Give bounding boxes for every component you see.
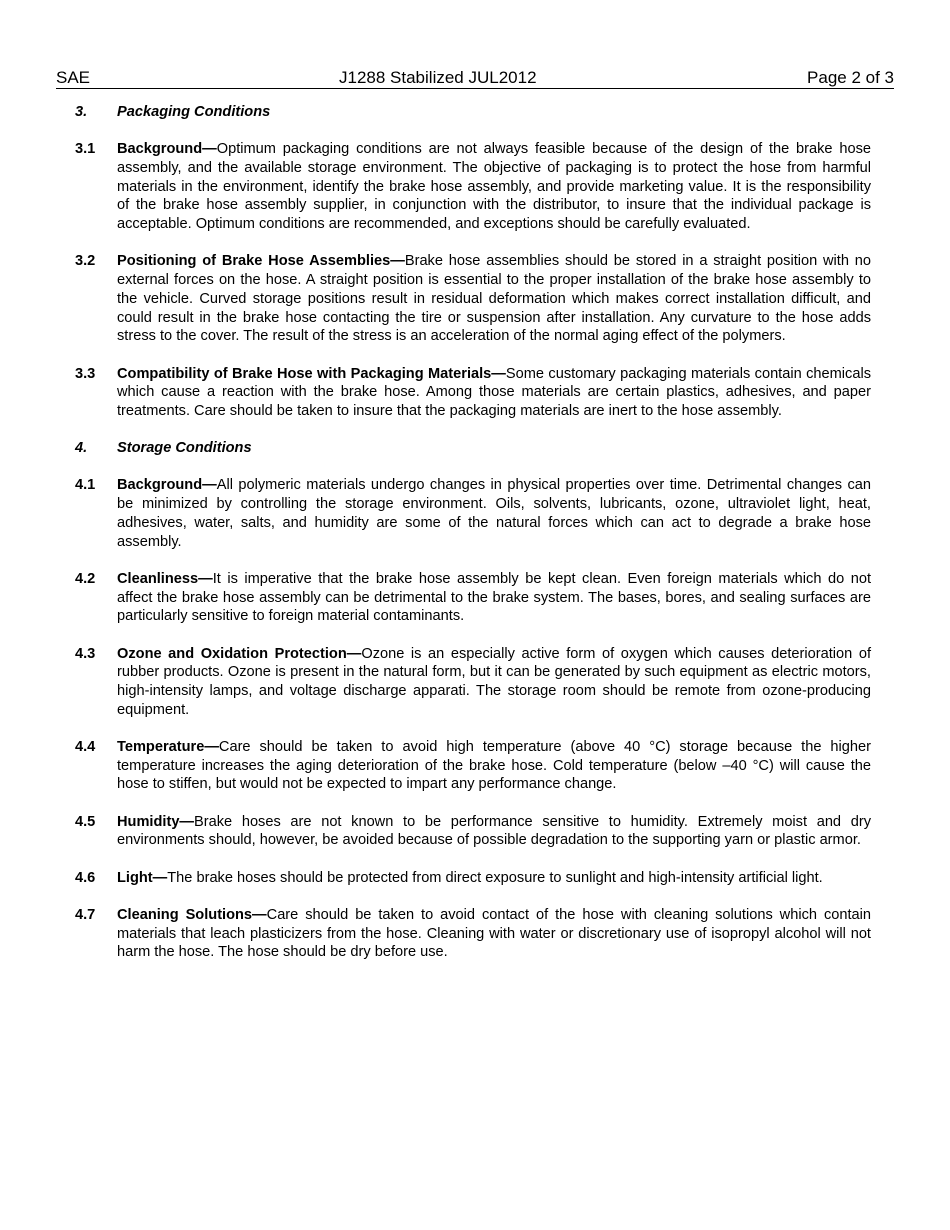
- paragraph-number: 4.7: [75, 907, 96, 923]
- paragraph: [75, 570, 871, 626]
- paragraph-text: The brake hoses should be protected from direct exposure to sunlight and high-intensity artificial light.: [167, 869, 823, 886]
- section-title: Packaging Conditions: [117, 104, 271, 120]
- header-page-number: Page 2 of 3: [807, 68, 894, 87]
- paragraph-text: Brake hoses are not known to be performance sensitive to humidity. Extremely moist and dry environments should, however, be avoided because of possible degradation to the supporting yarn or plastic armor.: [117, 813, 871, 849]
- paragraph-text: Care should be taken to avoid high temperature (above 40 °C) storage because the higher temperature increases the aging deterioration of the brake hose. Cold temperature (below –40 °C) will cause the hose to stiffen, but would not be expected to impart any performance change.: [117, 739, 871, 793]
- paragraph-title: Cleaning Solutions—: [117, 907, 267, 923]
- paragraph-text: Brake hose assemblies should be stored in a straight position with no external forces on the hose. A straight position is essential to the proper installation of the brake hose assembly to the vehicle. Curved storage positions result in residual deformation which makes correct installation difficult, and could result in the brake hose contacting the tire or suspension after installation. Any curvature to the hose adds stress to the cover. The result of the stress is an acceleration of the normal aging effect of the polymers.: [117, 253, 871, 345]
- paragraph-title: Humidity—: [117, 813, 195, 830]
- page-header: [56, 68, 894, 89]
- paragraph-text: It is imperative that the brake hose assembly be kept clean. Even foreign materials which do not affect the brake hose assembly can be detrimental to the brake system. The bases, bores, and sealing surfaces are particularly sensitive to foreign material contaminants.: [117, 570, 871, 625]
- header-org: SAE: [56, 68, 91, 87]
- paragraph-number: 3.3: [75, 365, 96, 382]
- paragraph: [75, 252, 871, 346]
- paragraph: [75, 476, 871, 551]
- paragraph-title: Background—: [117, 141, 217, 158]
- paragraph-text: Care should be taken to avoid contact of the hose with cleaning solutions which contain materials that leach plasticizers from the hose. Cleaning with water or discretionary use of isopropyl alcohol will not harm the hose. The hose should be dry before use.: [117, 907, 872, 961]
- paragraph: [75, 738, 871, 794]
- paragraph-number: 4.4: [75, 739, 96, 755]
- section-number: 3.: [75, 104, 88, 120]
- paragraph-number: 4.5: [75, 813, 96, 830]
- paragraph-title: Cleanliness—: [117, 570, 213, 587]
- paragraph: [75, 813, 871, 850]
- document-body: [75, 103, 871, 981]
- section-title: Storage Conditions: [117, 440, 252, 457]
- paragraph-number: 4.3: [75, 645, 96, 662]
- paragraph-number: 4.6: [75, 869, 96, 886]
- header-document-id: J1288 Stabilized JUL2012: [339, 68, 537, 87]
- paragraph-text: Ozone is an especially active form of oxygen which causes deterioration of rubber products. Ozone is present in the natural form, but it can be generated by such equipment as electric motors, high-intensity lamps, and voltage discharge apparati. The storage room should be remote from ozone-producing equipment.: [117, 645, 871, 718]
- paragraph-title: Ozone and Oxidation Protection—: [117, 645, 362, 662]
- paragraph: [75, 906, 871, 962]
- paragraph-title: Compatibility of Brake Hose with Packaging Materials—: [117, 365, 506, 382]
- paragraph-text: Optimum packaging conditions are not always feasible because of the design of the brake hose assembly, and the available storage environment. The objective of packaging is to protect the hose from harmful materials in the environment, identify the brake hose assembly, and provide marketing value. It is the responsibility of the brake hose assembly supplier, in conjunction with the distributor, to insure that the individual package is acceptable. Optimum conditions are recommended, and exceptions should be carefully evaluated.: [117, 141, 871, 233]
- paragraph: [75, 645, 871, 720]
- paragraph-number: 4.1: [75, 477, 96, 494]
- section-number: 4.: [75, 440, 88, 457]
- paragraph-text: All polymeric materials undergo changes in physical properties over time. Detrimental changes can be minimized by controlling the storage environment. Oils, solvents, lubricants, ozone, ultraviolet light, heat, adhesives, water, salts, and humidity are some of the natural forces which can act to degrade a brake hose assembly.: [117, 477, 871, 550]
- paragraph: [75, 140, 871, 234]
- paragraph-title: Background—: [117, 477, 217, 494]
- section-heading: [75, 103, 871, 122]
- paragraph: [75, 869, 871, 888]
- paragraph: [75, 365, 871, 421]
- paragraph-number: 3.1: [75, 141, 96, 158]
- section-heading: [75, 439, 871, 458]
- paragraph-text: Some customary packaging materials contain chemicals which cause a reaction with the brake hose. Among those materials are certain plastics, adhesives, and paper treatments. Care should be taken to insure that the packaging materials are inert to the hose assembly.: [117, 365, 871, 419]
- paragraph-number: 4.2: [75, 570, 96, 587]
- paragraph-title: Positioning of Brake Hose Assemblies—: [117, 253, 405, 270]
- paragraph-title: Light—: [117, 869, 168, 886]
- paragraph-title: Temperature—: [117, 739, 219, 755]
- paragraph-number: 3.2: [75, 253, 96, 270]
